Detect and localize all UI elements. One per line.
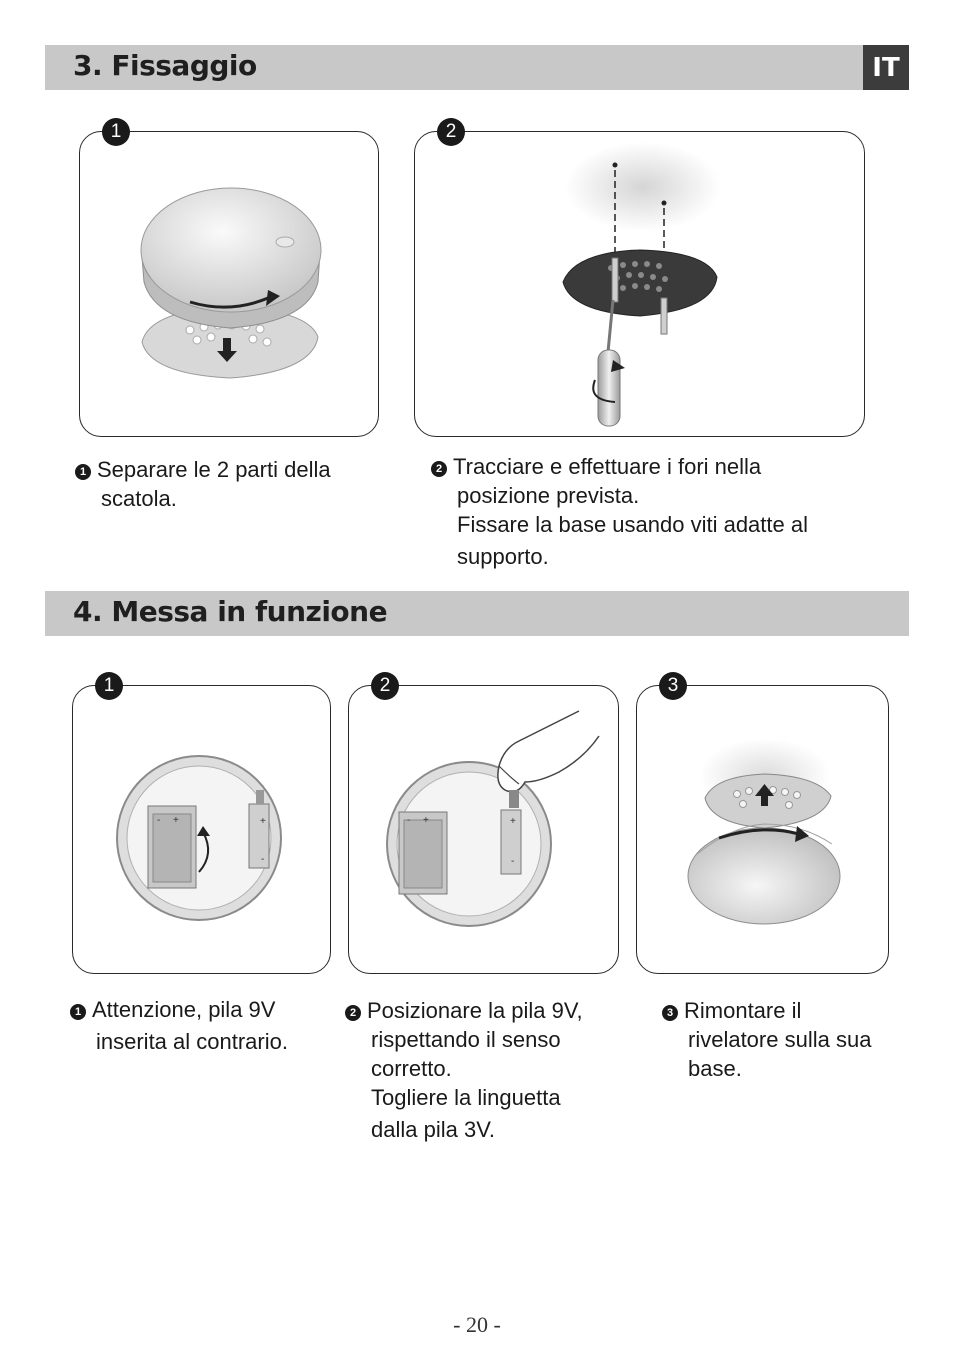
caption-line: dalla pila 3V. (371, 1117, 495, 1142)
step-number-badge: 2 (371, 672, 399, 700)
step-caption (70, 995, 340, 1056)
caption-line: rivelatore sulla sua (688, 1027, 872, 1052)
detector-separation-drawing (80, 132, 380, 438)
caption-line: Fissare la base usando viti adatte al (457, 512, 808, 537)
step-number-badge: 1 (102, 118, 130, 146)
step-bullet: 1 (70, 1004, 86, 1020)
battery-insertion-drawing (349, 686, 620, 975)
step-number-badge: 2 (437, 118, 465, 146)
step-caption (75, 455, 395, 513)
battery-minus-mark: - (157, 815, 161, 826)
battery-plus-mark: + (423, 815, 429, 826)
battery-plus-mark: + (510, 816, 516, 827)
illustration-insert-battery (348, 675, 619, 974)
battery-plus-mark: + (173, 815, 179, 826)
caption-line: base. (688, 1056, 742, 1081)
step-bullet: 1 (75, 464, 91, 480)
caption-line: rispettando il senso (371, 1027, 561, 1052)
battery-plus-mark: + (260, 816, 266, 827)
caption-line: Attenzione, pila 9V (92, 997, 276, 1022)
step-bullet: 3 (662, 1005, 678, 1021)
base-mounting-drawing (415, 132, 866, 438)
battery-compartment-drawing (73, 686, 332, 975)
caption-line: inserita al contrario. (96, 1029, 288, 1054)
illustration-separate-parts (79, 121, 379, 437)
caption-line: supporto. (457, 544, 549, 569)
caption-line: corretto. (371, 1056, 452, 1081)
caption-line: Posizionare la pila 9V, (367, 998, 583, 1023)
section-title: 3. Fissaggio (73, 49, 257, 82)
caption-line: scatola. (101, 486, 177, 511)
battery-minus-mark: - (407, 815, 411, 826)
step-number-badge: 3 (659, 672, 687, 700)
page-number: - 20 - (453, 1312, 501, 1337)
step-caption (662, 996, 912, 1083)
step-bullet: 2 (431, 461, 447, 477)
illustration-reassemble (636, 675, 889, 974)
caption-line: Rimontare il (684, 998, 802, 1023)
illustration-drill-holes (414, 121, 865, 437)
section-header-fissaggio (45, 45, 909, 90)
step-number-badge: 1 (95, 672, 123, 700)
step-bullet: 2 (345, 1005, 361, 1021)
caption-line: posizione prevista. (457, 483, 640, 508)
detector-reassembly-drawing (637, 686, 890, 975)
section-header-messa-in-funzione (45, 591, 909, 636)
battery-minus-mark: - (511, 856, 515, 867)
caption-line: Separare le 2 parti della (97, 457, 331, 482)
language-badge: IT (863, 45, 909, 90)
illustration-battery-reversed (72, 675, 331, 974)
caption-line: Togliere la linguetta (371, 1085, 561, 1110)
battery-minus-mark: - (261, 854, 265, 865)
caption-line: Tracciare e effettuare i fori nella (453, 454, 762, 479)
step-caption (431, 452, 871, 571)
step-caption (345, 996, 630, 1144)
section-title: 4. Messa in funzione (73, 595, 388, 628)
